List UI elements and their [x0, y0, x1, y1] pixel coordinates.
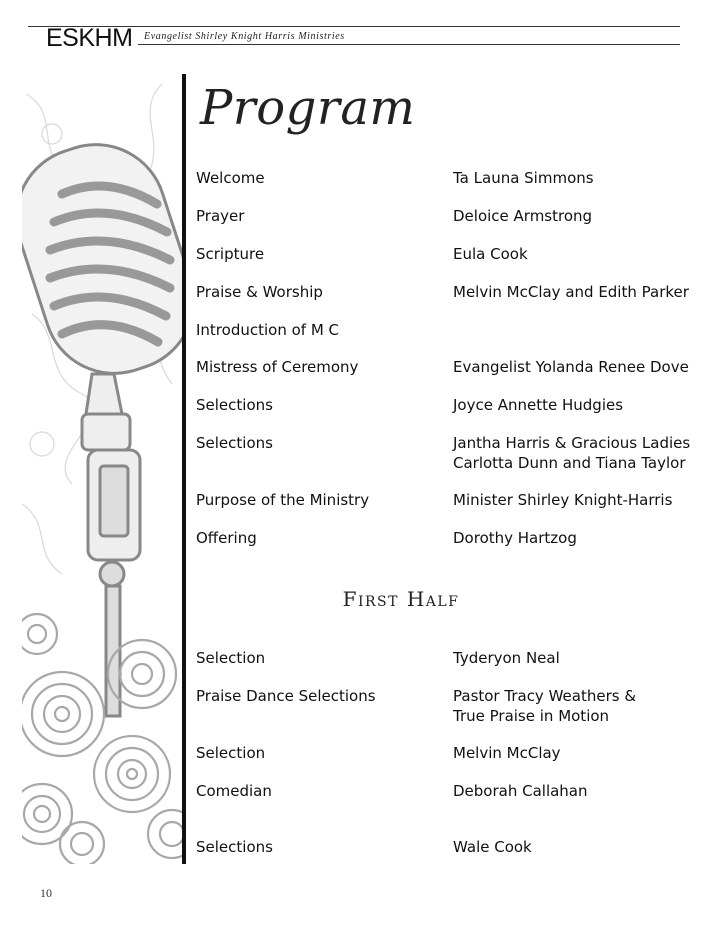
- presenter-line: Ta Launa Simmons: [453, 169, 594, 187]
- program-item-label: Mistress of Ceremony: [196, 358, 359, 376]
- program-presenter: [453, 433, 690, 473]
- concentric-circles-pattern: [22, 614, 182, 864]
- presenter-line: Wale Cook: [453, 838, 532, 856]
- presenter-line: Tyderyon Neal: [453, 649, 560, 667]
- program-item-label: Scripture: [196, 245, 265, 263]
- presenter-line: Carlotta Dunn and Tiana Taylor: [453, 454, 686, 472]
- program-presenter: [453, 395, 623, 415]
- program-presenter: [453, 206, 592, 226]
- program-presenter: [453, 781, 588, 801]
- program-item-label: Prayer: [196, 207, 245, 225]
- presenter-line: Dorothy Hartzog: [453, 529, 577, 547]
- header-rule-bottom: [138, 44, 680, 45]
- page-number: 10: [40, 886, 52, 900]
- header-subtitle: Evangelist Shirley Knight Harris Ministries: [144, 31, 345, 42]
- program-item-label: Welcome: [196, 169, 265, 187]
- program-item-label: Purpose of the Ministry: [196, 491, 370, 509]
- program-presenter: [453, 357, 689, 377]
- page-title: Program: [200, 80, 416, 136]
- program-presenter: [453, 168, 594, 188]
- presenter-line: Melvin McClay: [453, 744, 561, 762]
- presenter-line: Minister Shirley Knight-Harris: [453, 491, 673, 509]
- program-item-label: Selection: [196, 649, 266, 667]
- presenter-line: Evangelist Yolanda Renee Dove: [453, 358, 689, 376]
- presenter-line: Jantha Harris & Gracious Ladies: [453, 434, 691, 452]
- presenter-line: Pastor Tracy Weathers &: [453, 687, 637, 705]
- presenter-line: Melvin McClay and Edith Parker: [453, 283, 689, 301]
- section-heading: First Half: [342, 587, 460, 611]
- presenter-line: Joyce Annette Hudgies: [453, 396, 624, 414]
- presenter-line: Eula Cook: [453, 245, 528, 263]
- program-item-label: Offering: [196, 529, 257, 547]
- vertical-divider-bar: [182, 74, 186, 864]
- header-logo: ESKHM: [46, 24, 133, 52]
- program-item-label: Praise & Worship: [196, 283, 323, 301]
- presenter-line: Deborah Callahan: [453, 782, 588, 800]
- program-presenter: [453, 244, 528, 264]
- microphone-illustration: [22, 74, 182, 864]
- program-item-label: Selections: [196, 838, 273, 856]
- program-item-label: Introduction of M C: [196, 321, 340, 339]
- program-item-label: Selection: [196, 744, 266, 762]
- presenter-line: True Praise in Motion: [453, 707, 610, 725]
- program-item-label: Comedian: [196, 782, 272, 800]
- program-presenter: [453, 743, 561, 763]
- program-item-label: Selections: [196, 396, 273, 414]
- program-item-label: Praise Dance Selections: [196, 687, 376, 705]
- program-presenter: [453, 528, 577, 548]
- program-item-label: Selections: [196, 434, 273, 452]
- microphone-neck: [82, 374, 140, 716]
- program-presenter: [453, 837, 532, 857]
- program-presenter: [453, 648, 560, 668]
- program-presenter: [453, 282, 689, 302]
- program-presenter: [453, 490, 672, 510]
- program-presenter: [453, 686, 636, 726]
- presenter-line: Deloice Armstrong: [453, 207, 593, 225]
